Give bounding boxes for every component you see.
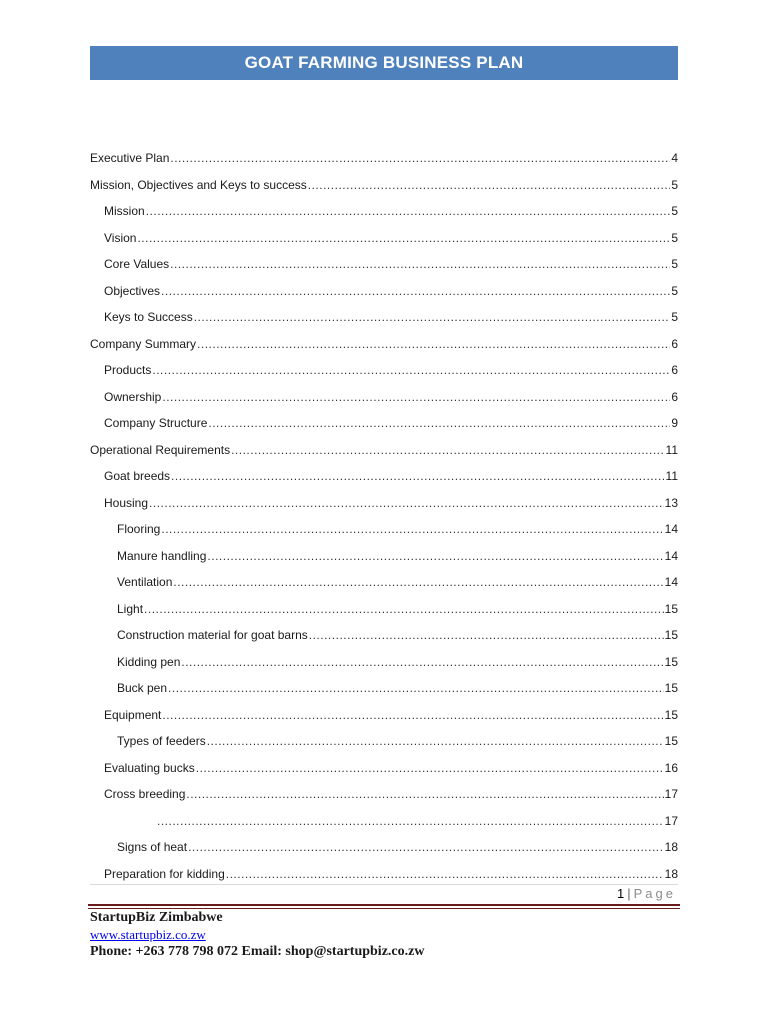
toc-dot-leader [181,655,663,669]
page-number-separator: | [627,886,631,901]
page-number [617,886,676,901]
toc-entry-page: 5 [671,230,678,245]
toc-entry-page: 15 [664,628,678,643]
toc-entry-title: Operational Requirements [90,442,231,457]
toc-entry[interactable] [90,755,678,782]
toc-dot-leader [308,178,671,192]
toc-dot-leader [162,390,670,404]
toc-entry[interactable] [90,225,678,252]
toc-entry-page: 5 [671,177,678,192]
footer-contact-info: Phone: +263 778 798 072 Email: shop@startupbiz.co.zw [90,944,425,959]
page-number-divider [90,884,678,885]
toc-entry-page: 5 [671,283,678,298]
toc-entry-title: Ownership [104,389,162,404]
toc-dot-leader [194,310,671,324]
toc-dot-leader [171,469,664,483]
toc-entry[interactable] [90,304,678,331]
toc-entry-page: 4 [671,151,678,166]
toc-entry-title: Housing [104,495,149,510]
toc-entry[interactable] [90,702,678,729]
toc-entry-title: Company Structure [104,416,208,431]
toc-entry-title: Kidding pen [117,654,181,669]
toc-entry[interactable] [90,781,678,808]
toc-dot-leader [197,337,670,351]
toc-entry[interactable] [90,543,678,570]
toc-entry-page: 6 [671,336,678,351]
toc-entry-page: 9 [671,416,678,431]
toc-entry[interactable] [90,198,678,225]
toc-dot-leader [146,204,671,218]
toc-entry-title: Buck pen [117,681,168,696]
toc-dot-leader [161,522,663,536]
toc-entry-page: 15 [664,681,678,696]
toc-entry-title: Goat breeds [104,469,171,484]
toc-entry[interactable] [90,331,678,358]
table-of-contents [90,145,678,887]
page-number-value: 1 [617,886,625,901]
toc-dot-leader [162,708,663,722]
toc-entry-title: Company Summary [90,336,197,351]
toc-entry[interactable] [90,516,678,543]
toc-entry[interactable] [90,808,678,835]
toc-entry-title: Manure handling [117,548,207,563]
toc-entry-title: Equipment [104,707,162,722]
toc-dot-leader [144,602,664,616]
toc-dot-leader [157,814,664,828]
toc-entry-title: Evaluating bucks [104,760,195,775]
toc-entry-title: Core Values [104,257,170,272]
toc-entry-title: Mission, Objectives and Keys to success [90,177,307,192]
toc-dot-leader [170,151,670,165]
toc-entry-page: 5 [671,204,678,219]
footer-company-name: StartupBiz Zimbabwe [90,910,223,925]
toc-entry-title: Flooring [117,522,161,537]
toc-entry[interactable] [90,490,678,517]
toc-dot-leader [207,734,664,748]
toc-entry-title: Mission [104,204,145,219]
toc-entry-page: 5 [671,257,678,272]
toc-entry-title: Preparation for kidding [104,866,225,881]
toc-entry-title: Signs of heat [117,840,188,855]
footer [90,910,424,960]
toc-dot-leader [309,628,664,642]
toc-entry[interactable] [90,251,678,278]
toc-entry-page: 6 [671,363,678,378]
toc-entry[interactable] [90,145,678,172]
toc-dot-leader [196,761,664,775]
toc-entry[interactable] [90,569,678,596]
toc-dot-leader [170,257,670,271]
toc-entry-page: 18 [664,840,678,855]
toc-entry-page: 5 [671,310,678,325]
toc-entry-page: 11 [665,469,678,484]
toc-entry-page: 18 [664,866,678,881]
toc-entry[interactable] [90,622,678,649]
toc-dot-leader [231,443,664,457]
toc-entry[interactable] [90,384,678,411]
toc-entry-page: 14 [664,548,678,563]
toc-dot-leader [161,284,670,298]
toc-dot-leader [226,867,664,881]
toc-entry[interactable] [90,357,678,384]
toc-entry-title: Cross breeding [104,787,186,802]
footer-divider-thin [88,908,680,909]
toc-dot-leader [137,231,670,245]
toc-entry[interactable] [90,410,678,437]
toc-entry[interactable] [90,278,678,305]
toc-entry-title: Vision [104,230,137,245]
toc-dot-leader [188,840,664,854]
toc-entry-title: Objectives [104,283,161,298]
toc-entry-page: 17 [664,813,678,828]
toc-entry-title: Executive Plan [90,151,170,166]
toc-entry-page: 16 [664,760,678,775]
toc-entry[interactable] [90,728,678,755]
toc-entry-title: Keys to Success [104,310,193,325]
toc-dot-leader [208,416,670,430]
toc-entry[interactable] [90,649,678,676]
footer-website-link[interactable]: www.startupbiz.co.zw [90,927,206,942]
toc-dot-leader [207,549,663,563]
toc-entry-title: Light [117,601,144,616]
toc-entry-title: Ventilation [117,575,173,590]
toc-dot-leader [168,681,664,695]
toc-entry-page: 6 [671,389,678,404]
toc-entry-page: 14 [664,575,678,590]
toc-entry-page: 15 [664,734,678,749]
toc-entry-title: Types of feeders [117,734,206,749]
toc-entry[interactable] [90,437,678,464]
footer-divider-thick [88,904,680,906]
document-title: GOAT FARMING BUSINESS PLAN [244,53,524,72]
toc-dot-leader [149,496,664,510]
page-word: Page [633,886,676,901]
toc-entry[interactable] [90,675,678,702]
toc-entry[interactable] [90,463,678,490]
toc-entry-page: 15 [664,654,678,669]
toc-entry-title: Products [104,363,152,378]
toc-entry[interactable] [90,596,678,623]
document-title-banner [90,46,678,80]
toc-entry[interactable] [90,172,678,199]
toc-dot-leader [173,575,663,589]
toc-dot-leader [152,363,670,377]
toc-entry-title: Construction material for goat barns [117,628,308,643]
toc-dot-leader [186,787,663,801]
toc-entry-page: 13 [664,495,678,510]
toc-entry[interactable] [90,834,678,861]
toc-entry-page: 14 [664,522,678,537]
toc-entry-page: 17 [664,787,678,802]
toc-entry-page: 15 [664,601,678,616]
toc-entry-page: 11 [665,442,678,457]
toc-entry-page: 15 [664,707,678,722]
